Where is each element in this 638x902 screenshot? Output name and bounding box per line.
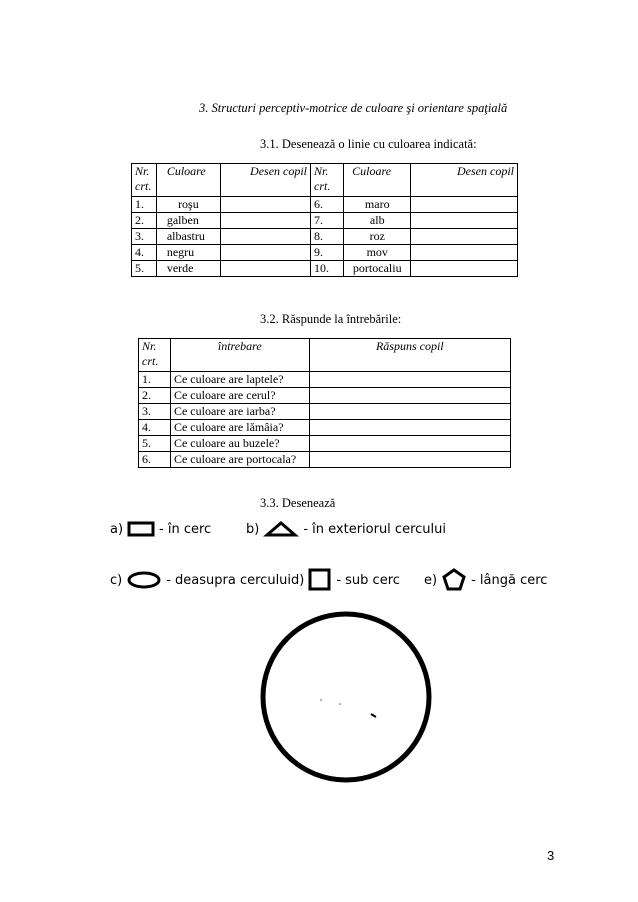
row-number: 1. bbox=[139, 372, 171, 388]
answer-cell[interactable] bbox=[309, 404, 510, 420]
task1-title: 3.1. Desenează o linie cu culoarea indicată: bbox=[260, 137, 477, 151]
header-desen: Desen copil bbox=[220, 164, 310, 197]
color-name: maro bbox=[344, 197, 411, 213]
row-number: 5. bbox=[132, 261, 157, 277]
drawing-cell[interactable] bbox=[220, 229, 310, 245]
question-text: Ce culoare are portocala? bbox=[170, 452, 309, 468]
drawing-cell[interactable] bbox=[411, 213, 518, 229]
table-row bbox=[139, 404, 511, 420]
table-row bbox=[132, 261, 518, 277]
question-text: Ce culoare are cerul? bbox=[170, 388, 309, 404]
item-text: - în cerc bbox=[159, 521, 212, 537]
instruction-a bbox=[110, 520, 211, 538]
ellipse-icon bbox=[126, 570, 162, 590]
item-letter: e) bbox=[424, 572, 438, 588]
color-name: mov bbox=[344, 245, 411, 261]
item-letter: a) bbox=[110, 521, 124, 537]
color-name: roz bbox=[344, 229, 411, 245]
drawing-cell[interactable] bbox=[220, 261, 310, 277]
color-name: alb bbox=[344, 213, 411, 229]
drawing-cell[interactable] bbox=[220, 197, 310, 213]
row-number: 7. bbox=[311, 213, 344, 229]
item-text: - deasupra cercului bbox=[166, 572, 292, 588]
header-nr: Nr. crt. bbox=[132, 164, 157, 197]
header-desen-2: Desen copil bbox=[411, 164, 518, 197]
row-number: 6. bbox=[311, 197, 344, 213]
drawing-cell[interactable] bbox=[220, 245, 310, 261]
header-nr-2: Nr. crt. bbox=[311, 164, 344, 197]
square-icon bbox=[308, 568, 332, 592]
header-intrebare: întrebare bbox=[170, 339, 309, 372]
answer-cell[interactable] bbox=[309, 388, 510, 404]
table-row bbox=[132, 197, 518, 213]
row-number: 6. bbox=[139, 452, 171, 468]
row-number: 4. bbox=[132, 245, 157, 261]
drawing-cell[interactable] bbox=[220, 213, 310, 229]
color-lines-table bbox=[131, 163, 518, 277]
instruction-e bbox=[424, 568, 547, 592]
drawing-cell[interactable] bbox=[411, 245, 518, 261]
table-row bbox=[139, 452, 511, 468]
color-name: galben bbox=[156, 213, 220, 229]
row-number: 9. bbox=[311, 245, 344, 261]
table-row bbox=[139, 420, 511, 436]
drawing-cell[interactable] bbox=[411, 197, 518, 213]
row-number: 3. bbox=[139, 404, 171, 420]
header-nr: Nr. crt. bbox=[139, 339, 171, 372]
color-name: negru bbox=[156, 245, 220, 261]
task2-title: 3.2. Răspunde la întrebările: bbox=[260, 312, 402, 326]
color-name: roşu bbox=[156, 197, 220, 213]
table-row bbox=[139, 388, 511, 404]
item-letter: d) bbox=[291, 572, 305, 588]
answer-cell[interactable] bbox=[309, 372, 510, 388]
section-title: 3. Structuri perceptiv-motrice de culoare şi orientare spaţială bbox=[199, 101, 508, 115]
question-text: Ce culoare are laptele? bbox=[170, 372, 309, 388]
row-number: 5. bbox=[139, 436, 171, 452]
item-letter: b) bbox=[246, 521, 260, 537]
row-number: 10. bbox=[311, 261, 344, 277]
answer-cell[interactable] bbox=[309, 436, 510, 452]
task3-title: 3.3. Desenează bbox=[260, 496, 336, 510]
row-number: 2. bbox=[132, 213, 157, 229]
row-number: 3. bbox=[132, 229, 157, 245]
color-name: portocaliu bbox=[344, 261, 411, 277]
row-number: 4. bbox=[139, 420, 171, 436]
item-text: - în exteriorul cercului bbox=[303, 521, 446, 537]
item-text: - sub cerc bbox=[336, 572, 400, 588]
table-row bbox=[139, 436, 511, 452]
triangle-icon bbox=[263, 520, 299, 538]
question-text: Ce culoare au buzele? bbox=[170, 436, 309, 452]
answer-cell[interactable] bbox=[309, 452, 510, 468]
answer-cell[interactable] bbox=[309, 420, 510, 436]
row-number: 8. bbox=[311, 229, 344, 245]
header-raspuns: Răspuns copil bbox=[309, 339, 510, 372]
rectangle-icon bbox=[127, 520, 155, 538]
pentagon-icon bbox=[441, 568, 467, 592]
item-text: - lângă cerc bbox=[471, 572, 548, 588]
instruction-c bbox=[110, 570, 291, 590]
table-row bbox=[139, 372, 511, 388]
header-culoare-2: Culoare bbox=[344, 164, 411, 197]
color-name: albastru bbox=[156, 229, 220, 245]
page-number: 3 bbox=[547, 848, 555, 863]
table-row bbox=[132, 213, 518, 229]
row-number: 1. bbox=[132, 197, 157, 213]
color-name: verde bbox=[156, 261, 220, 277]
question-text: Ce culoare are iarba? bbox=[170, 404, 309, 420]
item-letter: c) bbox=[110, 572, 123, 588]
row-number: 2. bbox=[139, 388, 171, 404]
table-row bbox=[132, 245, 518, 261]
instruction-d bbox=[291, 568, 400, 592]
question-text: Ce culoare are lămâia? bbox=[170, 420, 309, 436]
questions-table bbox=[138, 338, 511, 468]
drawing-cell[interactable] bbox=[411, 229, 518, 245]
instruction-b bbox=[246, 520, 446, 538]
drawing-cell[interactable] bbox=[411, 261, 518, 277]
drawing-circle[interactable] bbox=[258, 608, 438, 788]
table-row bbox=[132, 229, 518, 245]
header-culoare: Culoare bbox=[156, 164, 220, 197]
